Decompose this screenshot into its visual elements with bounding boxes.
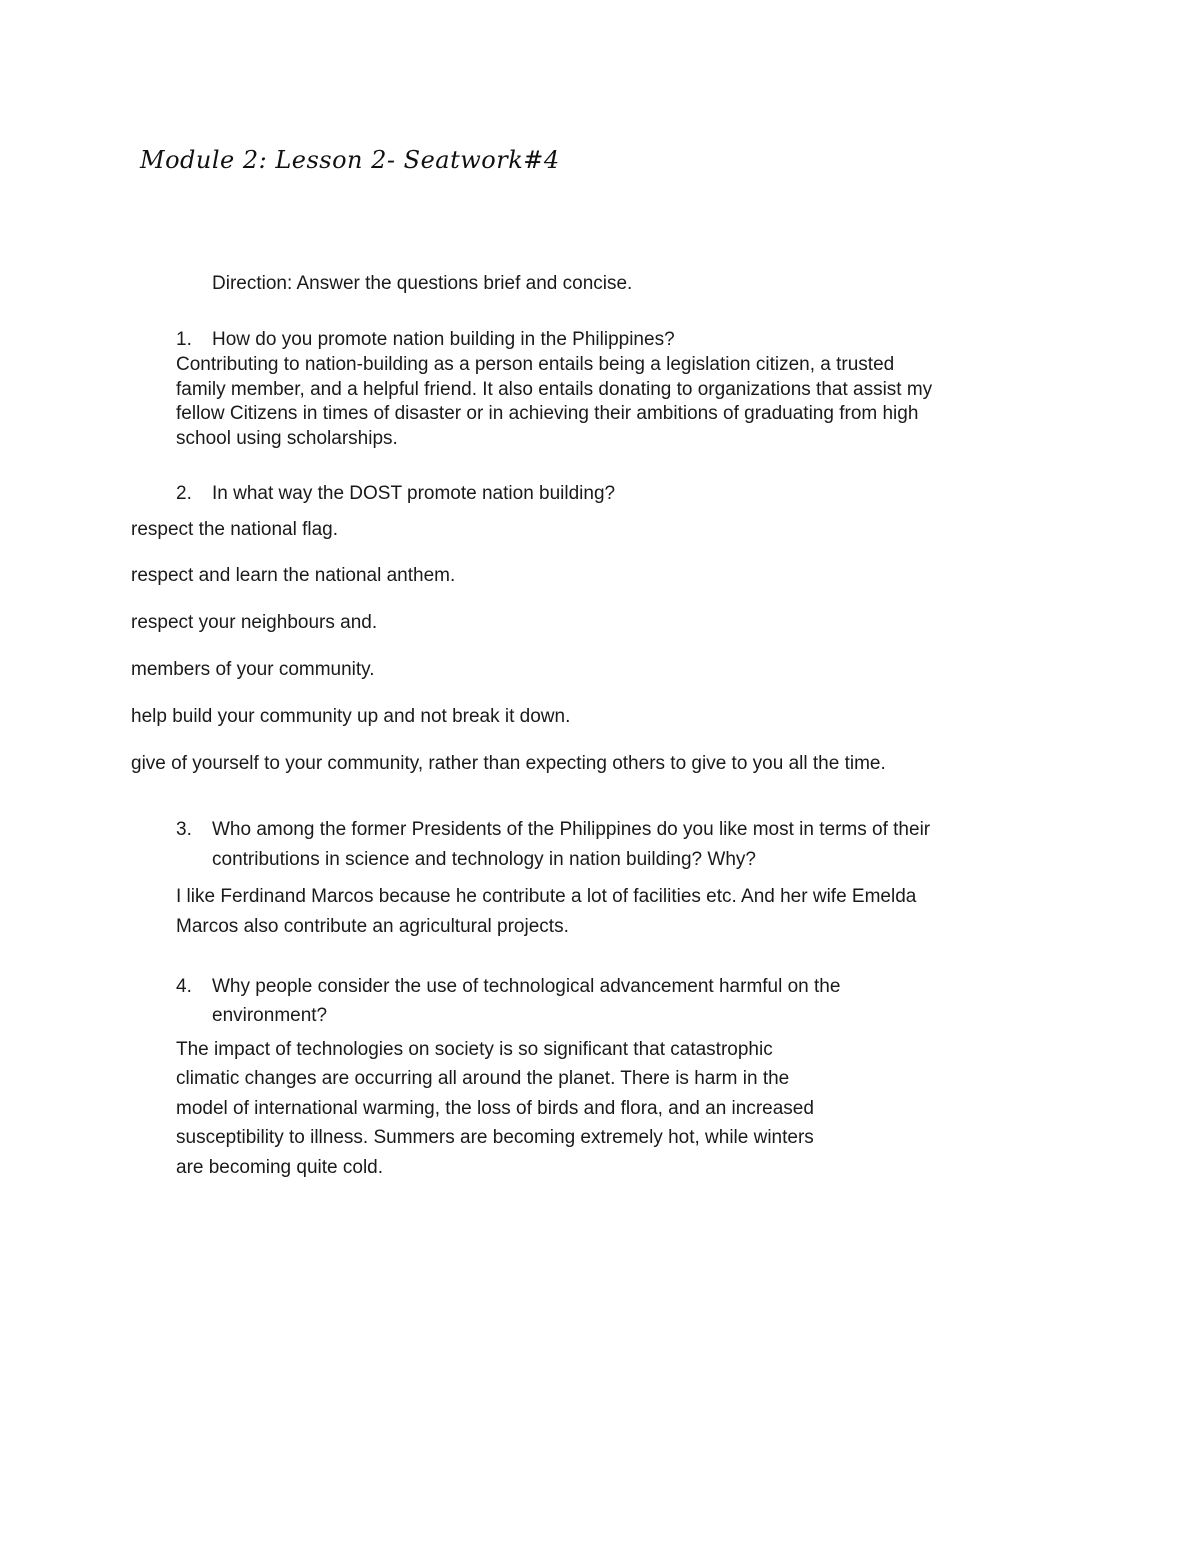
question-3-number: 3. xyxy=(176,819,192,840)
answer-2-item: help build your community up and not break it down. xyxy=(131,706,571,727)
answer-3-line: Marcos also contribute an agricultural projects. xyxy=(176,915,569,937)
answer-2-item: respect the national flag. xyxy=(131,519,339,540)
answer-2-item: members of your community. xyxy=(131,659,375,680)
question-4-text: environment? xyxy=(212,1005,328,1026)
answer-3-line: I like Ferdinand Marcos because he contribute a lot of facilities etc. And her wife Emelda xyxy=(176,886,917,907)
question-1-text: How do you promote nation building in the Philippines? xyxy=(212,329,675,350)
answer-3 xyxy=(176,882,916,941)
answer-4-line: climatic changes are occurring all around the planet. There is harm in the xyxy=(176,1068,790,1090)
answer-1 xyxy=(176,353,932,451)
answer-1-line: school using scholarships. xyxy=(176,427,398,449)
answer-4-line: The impact of technologies on society is so significant that catastrophic xyxy=(176,1039,773,1060)
question-4-number: 4. xyxy=(176,976,192,997)
question-2-text: In what way the DOST promote nation building? xyxy=(212,483,616,504)
answer-4-line: model of international warming, the loss of birds and flora, and an increased xyxy=(176,1097,814,1119)
question-1-number: 1. xyxy=(176,329,192,350)
answer-4-line: susceptibility to illness. Summers are becoming extremely hot, while winters xyxy=(176,1127,814,1149)
answer-1-line: fellow Citizens in times of disaster or in achieving their ambitions of graduating from high xyxy=(176,403,919,425)
question-3-text: contributions in science and technology in nation building? Why? xyxy=(212,849,756,870)
answer-2-item: respect and learn the national anthem. xyxy=(131,565,456,586)
answer-1-line: Contributing to nation-building as a person entails being a legislation citizen, a trusted xyxy=(176,354,895,375)
answer-2-item: respect your neighbours and. xyxy=(131,612,378,633)
question-4-text: Why people consider the use of technological advancement harmful on the xyxy=(212,976,841,997)
answer-1-line: family member, and a helpful friend. It also entails donating to organizations that assist my xyxy=(176,378,933,400)
question-2-number: 2. xyxy=(176,483,192,504)
direction-text: Direction: Answer the questions brief and concise. xyxy=(212,273,633,294)
answer-4 xyxy=(176,1035,814,1182)
answer-4-line: are becoming quite cold. xyxy=(176,1156,384,1178)
question-3-text: Who among the former Presidents of the Philippines do you like most in terms of their xyxy=(212,819,931,840)
document-title: Module 2: Lesson 2- Seatwork#4 xyxy=(140,146,560,174)
answer-2-item: give of yourself to your community, rather than expecting others to give to you all the time. xyxy=(131,753,886,774)
